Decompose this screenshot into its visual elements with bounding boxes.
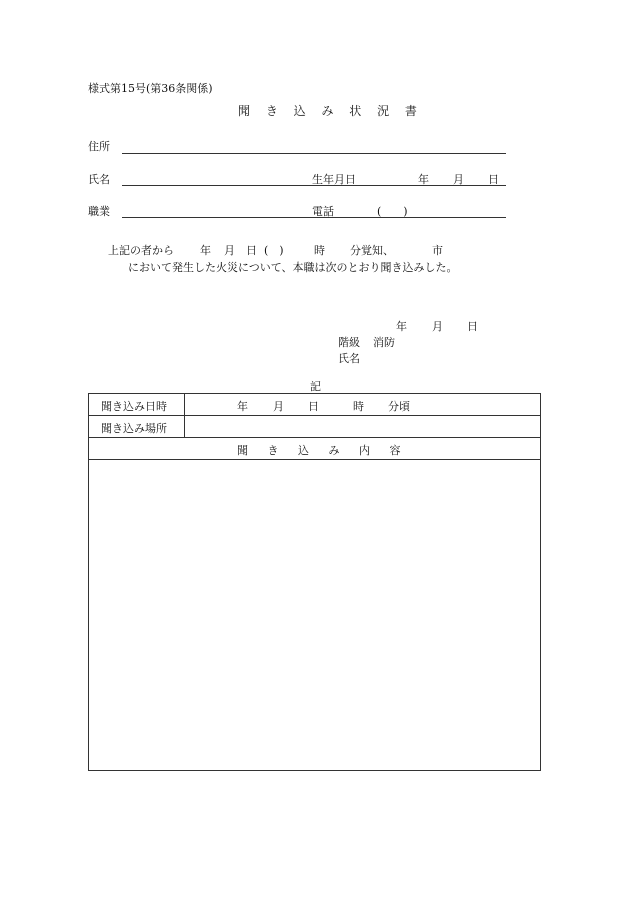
signer-name-label: 氏名 (338, 352, 360, 365)
address-label: 住所 (88, 140, 110, 153)
inquiry-hour: 時 (353, 400, 364, 413)
inquiry-year: 年 (237, 400, 248, 413)
birth-day-label: 日 (488, 173, 499, 186)
statement-month: 月 (224, 244, 235, 257)
signature-day: 日 (467, 320, 478, 333)
inquiry-month: 月 (273, 400, 284, 413)
inquiry-table (88, 393, 541, 771)
row-divider-2 (89, 437, 540, 438)
inquiry-place-label: 聞き込み場所 (101, 422, 167, 435)
statement-intro: 上記の者から (108, 244, 174, 257)
document-title: 聞 き 込 み 状 況 書 (238, 104, 423, 118)
birth-year-label: 年 (418, 173, 429, 186)
rank-label: 階級 (338, 336, 360, 349)
form-number: 様式第15号(第36条関係) (88, 82, 213, 95)
name-label: 氏名 (88, 173, 110, 186)
birth-month-label: 月 (453, 173, 464, 186)
statement-year: 年 (200, 244, 211, 257)
phone-label: 電話 (312, 205, 334, 218)
statement-line2: において発生した火災について、本職は次のとおり聞き込みした。 (128, 261, 458, 274)
inquiry-content-area[interactable] (89, 460, 540, 770)
occupation-label: 職業 (88, 205, 110, 218)
inquiry-day: 日 (308, 400, 319, 413)
inquiry-datetime-label: 聞き込み日時 (101, 400, 167, 413)
occupation-field[interactable] (122, 217, 506, 218)
signature-year: 年 (396, 320, 407, 333)
birthdate-label: 生年月日 (312, 173, 356, 186)
inquiry-content-header: 聞 き 込 み 内 容 (237, 444, 409, 457)
statement-hour: 時 (314, 244, 325, 257)
signature-month: 月 (432, 320, 443, 333)
inquiry-minute: 分頃 (388, 400, 410, 413)
statement-paren: ( ) (264, 244, 284, 257)
statement-minute: 分覚知、 (350, 244, 394, 257)
statement-day: 日 (246, 244, 257, 257)
name-field[interactable] (122, 185, 506, 186)
inquiry-place-field[interactable] (185, 416, 540, 436)
ki-heading: 記 (310, 380, 321, 393)
phone-paren: ( ) (377, 205, 408, 218)
address-field[interactable] (122, 153, 506, 154)
rank-value: 消防 (373, 336, 395, 349)
statement-city: 市 (432, 244, 443, 257)
